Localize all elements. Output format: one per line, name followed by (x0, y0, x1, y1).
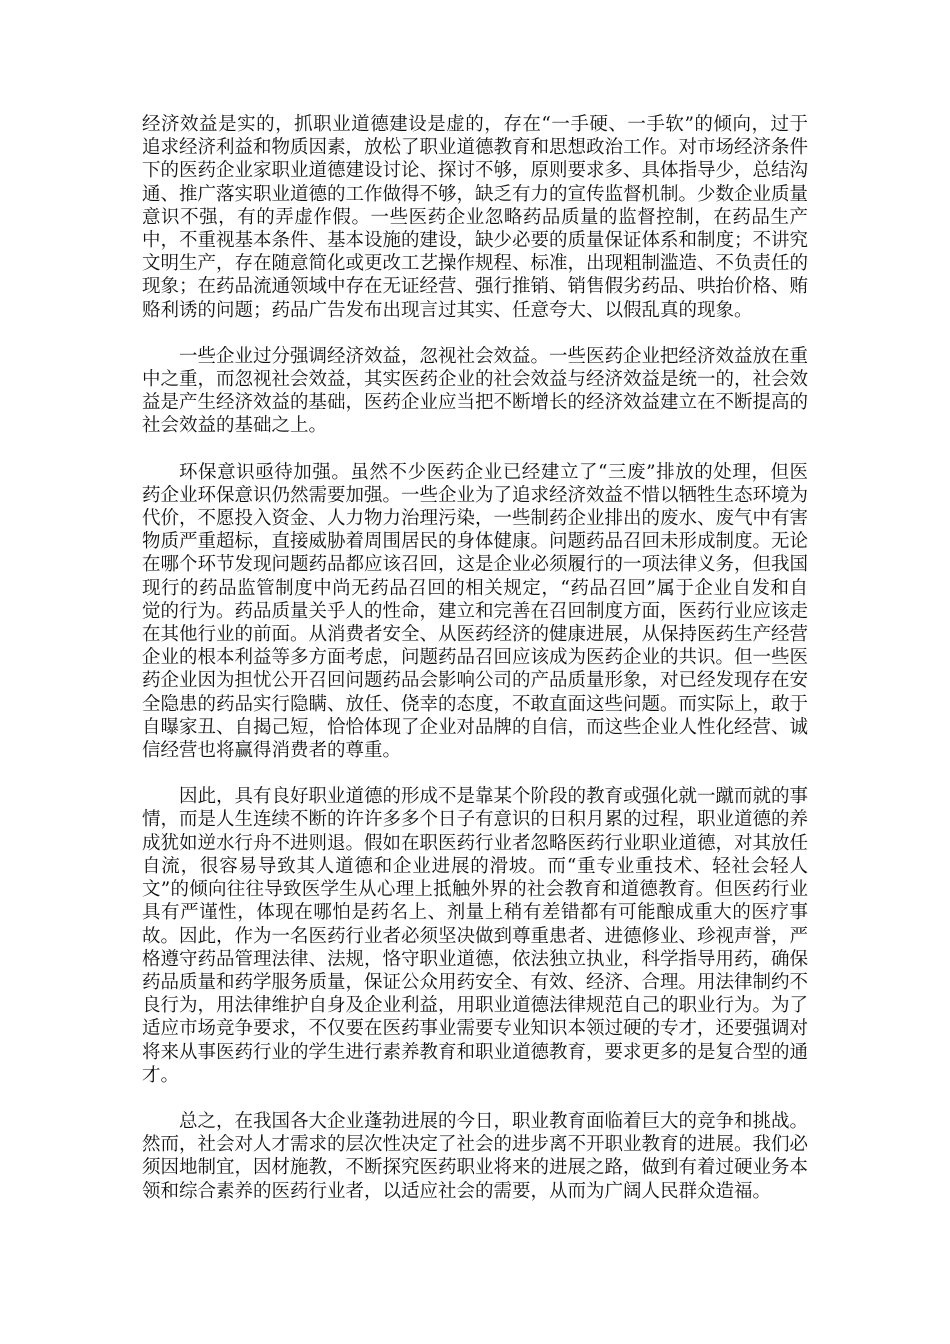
document-body (142, 113, 808, 1203)
paragraph-5: 总之，在我国各大企业蓬勃进展的今日，职业教育面临着巨大的竞争和挑战。然而，社会对人才需求的层次性决定了社会的进步离不开职业教育的进展。我们必须因地制宜，因材施教，不断探究医药职业将来的进展之路，做到有着过硬业务本领和综合素养的医药行业者，以适应社会的需要，从而为广阔人民群众造福。 (142, 1110, 809, 1202)
paragraph-1: 经济效益是实的，抓职业道德建设是虚的，存在“一手硬、一手软”的倾向，过于追求经济利益和物质因素，放松了职业道德教育和思想政治工作。对市场经济条件下的医药企业家职业道德建设讨论、探讨不够，原则要求多、具体指导少，总结沟通、推广落实职业道德的工作做得不够，缺乏有力的宣传监督机制。少数企业质量意识不强，有的弄虚作假。一些医药企业忽略药品质量的监督控制，在药品生产中，不重视基本条件、基本设施的建设，缺少必要的质量保证体系和制度；不讲究文明生产，存在随意简化或更改工艺操作规程、标准，出现粗制滥造、不负责任的现象；在药品流通领域中存在无证经营、强行推销、销售假劣药品、哄抬价格、贿赂利诱的问题；药品广告发布出现言过其实、任意夸大、以假乱真的现象。 (142, 114, 809, 321)
paragraph-2: 一些企业过分强调经济效益，忽视社会效益。一些医药企业把经济效益放在重中之重，而忽视社会效益，其实医药企业的社会效益与经济效益是统一的，社会效益是产生经济效益的基础，医药企业应当把不断增长的经济效益建立在不断提高的社会效益的基础之上。 (142, 345, 809, 437)
paragraph-3: 环保意识亟待加强。虽然不少医药企业已经建立了“三废”排放的处理，但医药企业环保意识仍然需要加强。一些企业为了追求经济效益不惜以牺牲生态环境为代价，不愿投入资金、人力物力治理污染，一些制药企业排出的废水、废气中有害物质严重超标，直接威胁着周围居民的身体健康。问题药品召回未形成制度。无论在哪个环节发现问题药品都应该召回，这是企业必须履行的一项法律义务，但我国现行的药品监管制度中尚无药品召回的相关规定，“药品召回”属于企业自发和自觉的行为。药品质量关乎人的性命，建立和完善在召回制度方面，医药行业应该走在其他行业的前面。从消费者安全、从医药经济的健康进展，从保持医药生产经营企业的根本利益等多方面考虑，问题药品召回应该成为医药企业的共识。但一些医药企业因为担忧公开召回问题药品会影响公司的产品质量形象，对已经发现存在安全隐患的药品实行隐瞒、放任、侥幸的态度，不敢直面这些问题。而实际上，敢于自曝家丑、自揭己短，恰恰体现了企业对品牌的自信，而这些企业人性化经营、诚信经营也将赢得消费者的尊重。 (142, 461, 809, 762)
paragraph-4: 因此，具有良好职业道德的形成不是靠某个阶段的教育或强化就一蹴而就的事情，而是人生连续不断的许许多多个日子有意识的日积月累的过程，职业道德的养成犹如逆水行舟不进则退。假如在职医药行业者忽略医药行业职业道德，对其放任自流，很容易导致其人道德和企业进展的滑坡。而“重专业重技术、轻社会轻人文”的倾向往往导致医学生从心理上抵触外界的社会教育和道德教育。但医药行业具有严谨性，体现在哪怕是药名上、剂量上稍有差错都有可能酿成重大的医疗事故。因此，作为一名医药行业者必须坚决做到尊重患者、进德修业、珍视声誉，严格遵守药品管理法律、法规，恪守职业道德，依法独立执业，科学指导用药，确保药品质量和药学服务质量，保证公众用药安全、有效、经济、合理。用法律制约不良行为，用法律维护自身及企业利益，用职业道德法律规范自己的职业行为。为了适应市场竞争要求，不仅要在医药事业需要专业知识本领过硬的专才，还要强调对将来从事医药行业的学生进行素养教育和职业道德教育，要求更多的是复合型的通才。 (142, 786, 809, 1086)
